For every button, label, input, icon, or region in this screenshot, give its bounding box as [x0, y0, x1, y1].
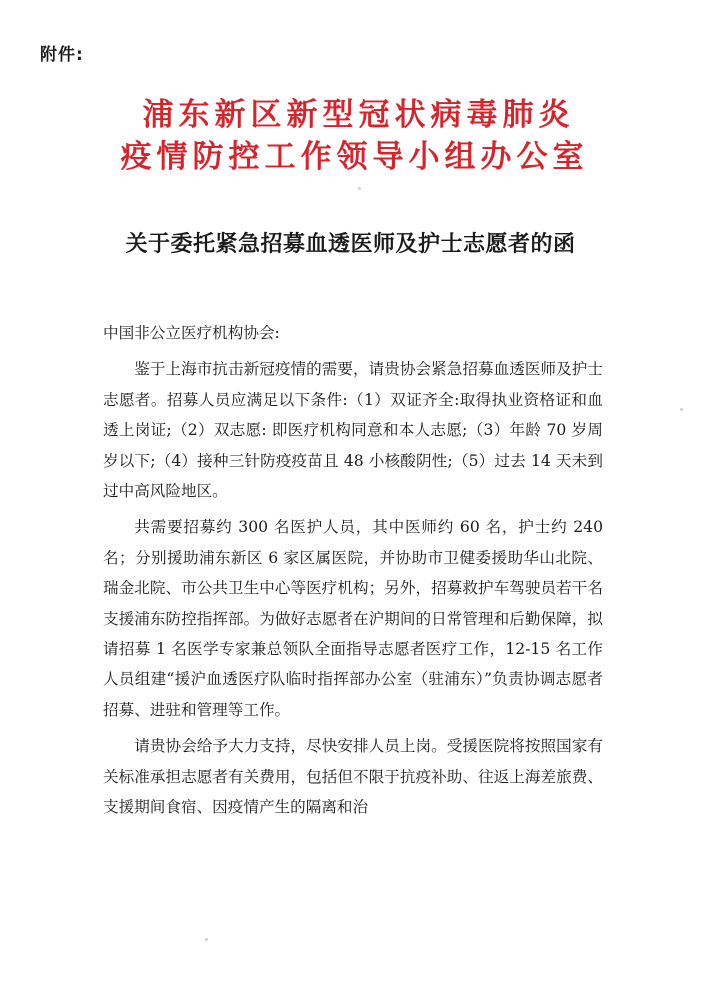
paragraph-requirements: 鉴于上海市抗击新冠疫情的需要，请贵协会紧急招募血透医师及护士志愿者。招募人员应满足以下条件:（1）双证齐全:取得执业资格证和血透上岗证;（2）双志愿: 即医疗机构同意和本人志愿;（3）年龄 70 岁周岁以下;（4）接种三针防疫疫苗且 48 小核酸阴性;（5）过去 14 天未到过中高风险地区。: [103, 360, 603, 501]
paragraph-staffing: 共需要招募约 300 名医护人员，其中医师约 60 名，护士约 240 名；分别援助浦东新区 6 家区属医院，并协助市卫健委援助华山北院、瑞金北院、市公共卫生中心等医疗机构；另外，招募救护车驾驶员若干名支援浦东防控指挥部。为做好志愿者在沪期间的日常管理和后勤保障，拟请招募 1 名医学专家兼总领队全面指导志愿者医疗工作，12-15 名工作人员组建“援沪血透医疗队临时指挥部办公室（驻浦东）”负责协调志愿者招募、进驻和管理等工作。: [103, 518, 603, 719]
issuer-name-line-2: 疫情防控工作领导小组办公室: [120, 139, 589, 175]
issuer-name-line-1: 浦东新区新型冠状病毒肺炎: [142, 97, 575, 133]
scan-speck: [205, 938, 208, 941]
scan-speck: [680, 408, 683, 411]
letter-body: [103, 318, 603, 829]
attachment-label: 附件:: [40, 45, 84, 65]
letter-title: 关于委托紧急招募血透医师及护士志愿者的函: [125, 231, 576, 257]
salutation: 中国非公立医疗机构协会:: [103, 324, 280, 342]
paragraph-support: 请贵协会给予大力支持，尽快安排人员上岗。受援医院将按照国家有关标准承担志愿者有关费用，包括但不限于抗疫补助、往返上海差旅费、支援期间食宿、因疫情产生的隔离和治: [103, 737, 603, 817]
scan-speck: [358, 187, 361, 190]
